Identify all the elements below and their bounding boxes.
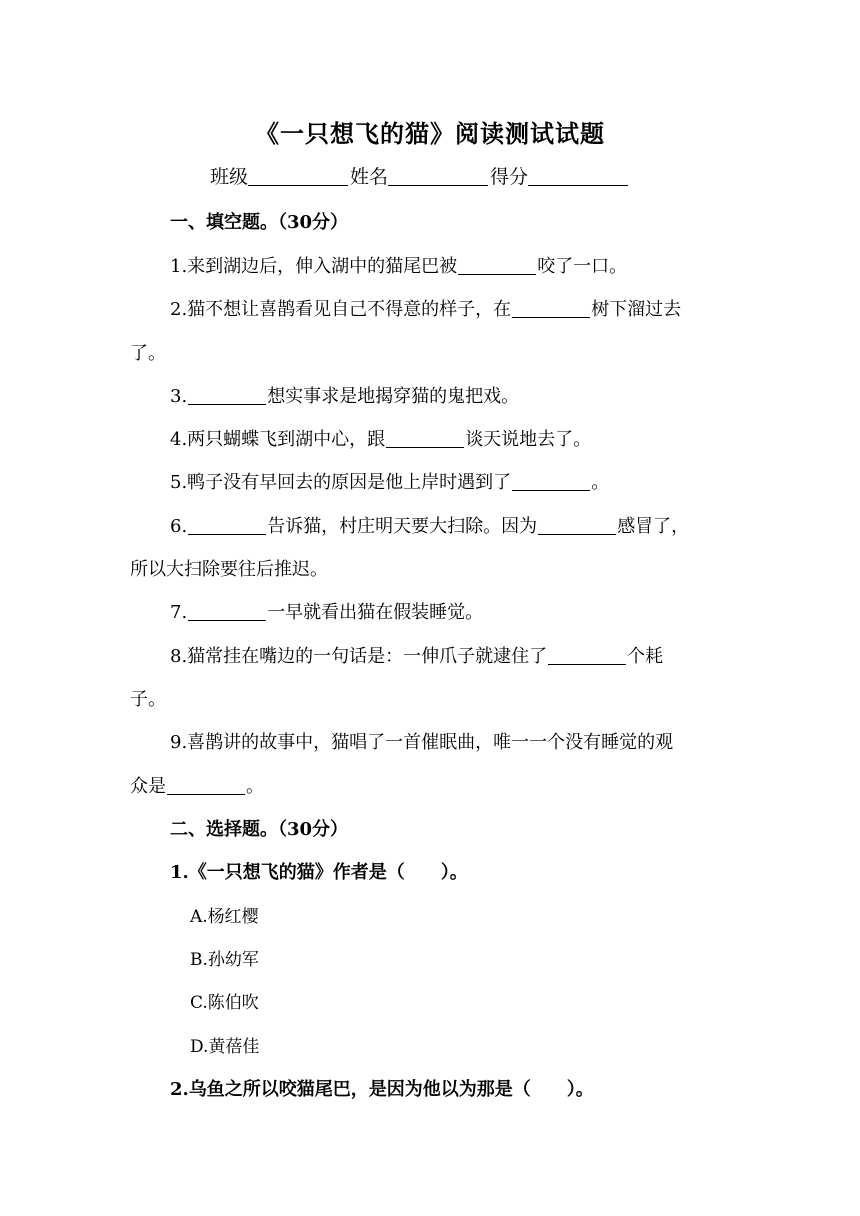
class-blank[interactable] bbox=[248, 167, 348, 186]
answer-blank[interactable] bbox=[188, 518, 266, 535]
option-c[interactable]: C.陈伯吹 bbox=[190, 993, 259, 1013]
section2-heading: 二、选择题。（30分） bbox=[170, 819, 349, 840]
score-blank[interactable] bbox=[528, 167, 628, 186]
score-label: 得分 bbox=[490, 166, 529, 188]
answer-blank[interactable] bbox=[188, 388, 266, 405]
fill-question-8: 8.猫常挂在嘴边的一句话是：一伸爪子就逮住了 个耗 bbox=[170, 646, 664, 667]
answer-blank[interactable] bbox=[512, 474, 590, 491]
name-blank[interactable] bbox=[388, 167, 488, 186]
fill-question-4: 4.两只蝴蝶飞到湖中心，跟 谈天说地去了。 bbox=[170, 429, 592, 450]
fill-question-9-cont: 众是 。 bbox=[130, 776, 264, 797]
answer-blank[interactable] bbox=[188, 604, 266, 621]
fill-question-2-cont: 了。 bbox=[130, 343, 166, 364]
answer-blank[interactable] bbox=[458, 258, 536, 275]
answer-blank[interactable] bbox=[167, 778, 245, 795]
fill-question-9: 9.喜鹊讲的故事中，猫唱了一首催眠曲，唯一一个没有睡觉的观 bbox=[170, 732, 674, 753]
option-d[interactable]: D.黄蓓佳 bbox=[190, 1037, 260, 1057]
choice-question-2: 2.乌鱼之所以咬猫尾巴，是因为他以为那是（ ）。 bbox=[170, 1079, 594, 1100]
fill-question-7: 7. 一早就看出猫在假装睡觉。 bbox=[170, 602, 484, 623]
fill-question-6: 6. 告诉猫，村庄明天要大扫除。因为 感冒了， bbox=[170, 516, 690, 537]
fill-question-3: 3. 想实事求是地揭穿猫的鬼把戏。 bbox=[170, 386, 520, 407]
fill-question-1: 1.来到湖边后，伸入湖中的猫尾巴被 咬了一口。 bbox=[170, 256, 628, 277]
section1-heading: 一、填空题。（30分） bbox=[170, 212, 349, 233]
fill-question-8-cont: 子。 bbox=[130, 689, 166, 710]
fill-question-6-cont: 所以大扫除要往后推迟。 bbox=[130, 559, 328, 580]
option-a[interactable]: A.杨红樱 bbox=[190, 907, 259, 927]
answer-blank[interactable] bbox=[548, 648, 626, 665]
name-label: 姓名 bbox=[350, 166, 389, 188]
class-label: 班级 bbox=[210, 166, 249, 188]
page-title: 《一只想飞的猫》阅读测试试题 bbox=[255, 119, 605, 148]
fill-question-5: 5.鸭子没有早回去的原因是他上岸时遇到了 。 bbox=[170, 472, 610, 493]
answer-blank[interactable] bbox=[512, 301, 590, 318]
fill-question-2: 2.猫不想让喜鹊看见自己不得意的样子，在 树下溜过去 bbox=[170, 299, 682, 320]
answer-blank[interactable] bbox=[386, 431, 464, 448]
answer-blank[interactable] bbox=[538, 518, 616, 535]
choice-question-1: 1.《一只想飞的猫》作者是（ ）。 bbox=[170, 862, 468, 883]
student-info-line bbox=[210, 162, 630, 189]
option-b[interactable]: B.孙幼军 bbox=[190, 950, 259, 970]
